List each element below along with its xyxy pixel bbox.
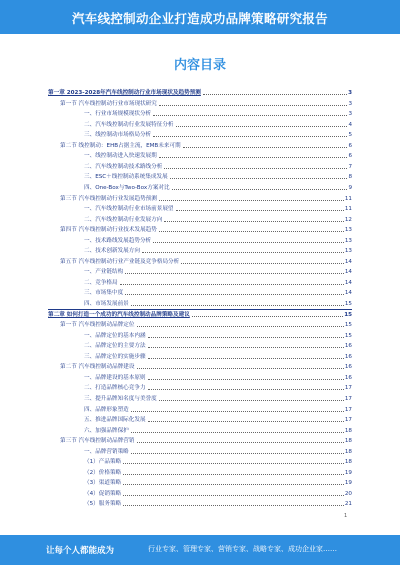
- toc-leader-dots: [142, 252, 344, 253]
- toc-entry-title: 二、竞争格局: [84, 279, 118, 286]
- toc-entry-sub[interactable]: [84, 457, 352, 466]
- toc-entry-page: 18: [344, 427, 352, 434]
- toc-entry-sec[interactable]: [60, 141, 352, 150]
- toc-entry-page: 16: [344, 343, 352, 350]
- toc-entry-sub[interactable]: [84, 151, 352, 160]
- toc-entry-ch[interactable]: [48, 310, 352, 319]
- toc-entry-title: 二、汽车线控制动技术路线分析: [84, 163, 163, 170]
- toc-entry-page: 15: [344, 301, 352, 307]
- toc-entry-sub[interactable]: [84, 383, 352, 392]
- toc-entry-sub[interactable]: [84, 215, 352, 224]
- toc-entry-title: 四、市场发展前景: [84, 301, 129, 307]
- toc-leader-dots: [123, 505, 344, 506]
- toc-leader-dots: [170, 178, 348, 179]
- toc-entry-sub[interactable]: [84, 172, 352, 181]
- toc-leader-dots: [137, 442, 344, 443]
- toc-entry-title: 第五节 汽车线控制动行业产业链及竞争格局分析: [60, 258, 180, 265]
- toc-leader-dots: [176, 210, 344, 211]
- toc-entry-page: 5: [348, 132, 352, 139]
- toc-entry-page: 18: [344, 448, 352, 455]
- toc-entry-sub[interactable]: [84, 426, 352, 435]
- toc-leader-dots: [159, 157, 348, 158]
- toc-entry-title: 一、线控制动进入快速发展期: [84, 153, 157, 160]
- header-bar: [0, 0, 400, 34]
- toc-leader-dots: [183, 147, 348, 148]
- toc-entry-title: 第四节 汽车线控制动行业技术发展趋势: [60, 227, 157, 234]
- toc-entry-sub[interactable]: [84, 288, 352, 297]
- toc-entry-sub[interactable]: [84, 415, 352, 424]
- toc-entry-title: 一、品牌定位的基本内涵: [84, 332, 146, 339]
- toc-entry-sub[interactable]: [84, 236, 352, 245]
- toc-leader-dots: [148, 389, 344, 390]
- toc-leader-dots: [153, 242, 344, 243]
- toc-leader-dots: [137, 368, 344, 369]
- toc-entry-sub[interactable]: [84, 447, 352, 456]
- toc-leader-dots: [123, 474, 344, 475]
- toc-entry-page: 11: [344, 195, 352, 202]
- toc-entry-sub[interactable]: [84, 405, 352, 414]
- toc-leader-dots: [148, 347, 344, 348]
- toc-leader-dots: [131, 432, 344, 433]
- toc-entry-title: 二、技术创新发展方向: [84, 248, 140, 255]
- toc-entry-sub[interactable]: [84, 130, 352, 139]
- toc-entry-title: 三、ESC＋线控制动系统集成发展: [84, 174, 168, 181]
- toc-entry-page: 3: [348, 90, 352, 96]
- toc-entry-page: 20: [344, 490, 352, 497]
- toc-entry-title: 五、推进品牌国际化发展: [84, 417, 146, 424]
- toc-leader-dots: [172, 189, 348, 190]
- toc-entry-page: 17: [344, 406, 352, 413]
- toc-entry-title: 第二节 汽车线控制动品牌建设: [60, 364, 135, 371]
- toc-leader-dots: [159, 231, 344, 232]
- toc-entry-page: 13: [344, 248, 352, 255]
- toc-entry-page: 7: [348, 163, 352, 170]
- toc-entry-sub[interactable]: [84, 183, 352, 192]
- toc-entry-sub[interactable]: [84, 109, 352, 118]
- toc-entry-sec[interactable]: [60, 194, 352, 203]
- footer-bar: [0, 535, 400, 565]
- toc-entry-page: 13: [344, 237, 352, 244]
- page-number: 1: [344, 513, 348, 519]
- toc-entry-page: 4: [348, 121, 352, 128]
- toc-entry-title: 二、打造品牌核心竞争力: [84, 385, 146, 392]
- toc-entry-title: （4）促销策略: [84, 490, 122, 497]
- toc-entry-page: 15: [344, 332, 352, 339]
- toc-entry-page: 17: [344, 395, 352, 402]
- toc-entry-page: 9: [348, 184, 352, 191]
- toc-entry-page: 15: [344, 322, 352, 329]
- toc-entry-title: 三、提升品牌知名度与美誉度: [84, 395, 157, 402]
- toc-leader-dots: [148, 358, 344, 359]
- toc-entry-page: 14: [344, 279, 352, 286]
- toc-entry-page: 14: [344, 269, 352, 276]
- toc-entry-sub[interactable]: [84, 478, 352, 487]
- toc-entry-title: 四、One-Box与Two-Box方案对比: [84, 184, 170, 191]
- toc-entry-sub[interactable]: [84, 267, 352, 276]
- toc-leader-dots: [181, 263, 344, 264]
- toc-entry-page: 18: [344, 459, 352, 466]
- toc-leader-dots: [125, 294, 344, 295]
- toc-entry-page: 13: [344, 227, 352, 234]
- toc-leader-dots: [159, 400, 344, 401]
- toc-entry-sub[interactable]: [84, 162, 352, 171]
- toc-entry-title: 第二节 线控制动：EHB占据主流，EMB未来可期: [60, 142, 181, 149]
- toc-entry-sub[interactable]: [84, 373, 352, 382]
- toc-entry-title: 四、品牌形象塑造: [84, 406, 129, 413]
- toc-entry-sub[interactable]: [84, 352, 352, 361]
- toc-entry-ch[interactable]: [48, 88, 352, 97]
- toc-entry-title: 第一章 2023-2028年汽车线控制动行业市场现状及趋势预测: [48, 90, 201, 96]
- toc-leader-dots: [137, 326, 344, 327]
- toc-entry-page: 15: [344, 311, 352, 318]
- toc-leader-dots: [131, 411, 344, 412]
- toc-entry-sec[interactable]: [60, 225, 352, 234]
- toc-entry-page: 18: [344, 438, 352, 445]
- toc-entry-title: （1）产品策略: [84, 459, 122, 466]
- toc-leader-dots: [148, 421, 344, 422]
- toc-leader-dots: [148, 379, 344, 380]
- toc-entry-title: 三、线控制动市场格局分析: [84, 132, 152, 139]
- toc-entry-sub[interactable]: [84, 246, 352, 255]
- toc-entry-title: （2）价格策略: [84, 469, 122, 476]
- toc-entry-sub[interactable]: [84, 204, 352, 213]
- toc-leader-dots: [123, 495, 344, 496]
- toc-leader-dots: [203, 94, 347, 95]
- toc-entry-title: 六、加强品牌保护: [84, 427, 129, 434]
- toc-entry-sub[interactable]: [84, 299, 352, 308]
- toc-entry-page: 14: [344, 258, 352, 265]
- toc-entry-page: 17: [344, 417, 352, 424]
- toc-entry-page: 6: [348, 142, 352, 149]
- toc-entry-sub[interactable]: [84, 331, 352, 340]
- toc-entry-sec[interactable]: [60, 436, 352, 445]
- toc-entry-title: 一、行业市场规模现状分析: [84, 111, 152, 118]
- toc-entry-page: 8: [348, 174, 352, 181]
- toc-entry-page: 19: [344, 469, 352, 476]
- toc-entry-title: 一、品牌营销策略: [84, 448, 129, 455]
- toc-leader-dots: [131, 305, 344, 306]
- toc-entry-sub[interactable]: [84, 120, 352, 129]
- toc-leader-dots: [123, 463, 344, 464]
- toc-entry-page: 19: [344, 480, 352, 487]
- toc-entry-page: 3: [348, 100, 352, 107]
- toc-entry-title: 二、品牌定位的主要方法: [84, 343, 146, 350]
- toc-leader-dots: [159, 200, 344, 201]
- toc-entry-sub[interactable]: [84, 278, 352, 287]
- toc-entry-title: 二、汽车线控制动行业发展方向: [84, 216, 163, 223]
- toc-entry-sec[interactable]: [60, 257, 352, 266]
- toc-entry-page: 16: [344, 353, 352, 360]
- toc-leader-dots: [164, 168, 347, 169]
- toc-entry-title: 三、市场集中度: [84, 290, 124, 297]
- toc-entry-title: 第二章 如何打造一个成功的汽车线控制动品牌策略及建议: [48, 311, 190, 318]
- toc-entry-sub[interactable]: [84, 468, 352, 477]
- toc-entry-title: 第一节 汽车线控制动品牌定位: [60, 322, 135, 329]
- toc-leader-dots: [164, 221, 344, 222]
- toc-entry-page: 6: [348, 153, 352, 160]
- toc-entry-sub[interactable]: [84, 499, 352, 508]
- toc-entry-title: 三、品牌定位的实施步骤: [84, 353, 146, 360]
- toc-entry-sec[interactable]: [60, 320, 352, 329]
- toc-leader-dots: [148, 337, 344, 338]
- toc-entry-page: 21: [344, 501, 352, 508]
- toc-entry-page: 12: [344, 216, 352, 223]
- toc-entry-sub[interactable]: [84, 394, 352, 403]
- toc-entry-title: 第一节 汽车线控制动行业市场现状研究: [60, 100, 157, 107]
- toc-leader-dots: [153, 115, 347, 116]
- toc-entry-title: （3）渠道策略: [84, 480, 122, 487]
- toc-entry-page: 14: [344, 290, 352, 297]
- toc-entry-title: （5）服务策略: [84, 501, 122, 508]
- toc-leader-dots: [131, 453, 344, 454]
- report-title: 汽车线控制动企业打造成功品牌策略研究报告: [71, 11, 328, 26]
- toc-leader-dots: [159, 105, 348, 106]
- footer-slogan-left: 让每个人都能成为: [46, 546, 115, 556]
- toc-entry-title: 一、汽车线控制动行业市场前景展望: [84, 206, 174, 213]
- toc-entry-sub[interactable]: [84, 341, 352, 350]
- toc-entry-page: 16: [344, 374, 352, 381]
- toc-leader-dots: [125, 273, 344, 274]
- footer-slogan-right: 行业专家、管理专家、营销专家、战略专家、成功企业家……: [148, 545, 337, 553]
- toc-leader-dots: [123, 484, 344, 485]
- toc-entry-page: 16: [344, 364, 352, 371]
- toc-entry-title: 一、品牌建设的基本原则: [84, 374, 146, 381]
- toc-entry-title: 一、技术路线发展趋势分析: [84, 237, 152, 244]
- toc-entry-page: 17: [344, 385, 352, 392]
- toc-entry-page: 11: [344, 206, 352, 213]
- toc-entry-sub[interactable]: [84, 489, 352, 498]
- toc-leader-dots: [192, 316, 343, 317]
- toc-entry-title: 一、产业链结构: [84, 269, 124, 276]
- toc-entry-sec[interactable]: [60, 99, 352, 108]
- toc-entry-title: 二、汽车线控制动行业发展特征分析: [84, 121, 174, 128]
- toc-entry-title: 第三节 汽车线控制动行业发展趋势预测: [60, 195, 157, 202]
- toc-entry-title: 第三节 汽车线控制动品牌营销: [60, 438, 135, 445]
- toc-leader-dots: [176, 126, 348, 127]
- toc-entry-sec[interactable]: [60, 362, 352, 371]
- toc-heading: 内容目录: [173, 58, 226, 73]
- toc-leader-dots: [120, 284, 344, 285]
- toc-leader-dots: [153, 136, 347, 137]
- toc-entry-page: 3: [348, 111, 352, 118]
- table-of-contents: [0, 84, 400, 519]
